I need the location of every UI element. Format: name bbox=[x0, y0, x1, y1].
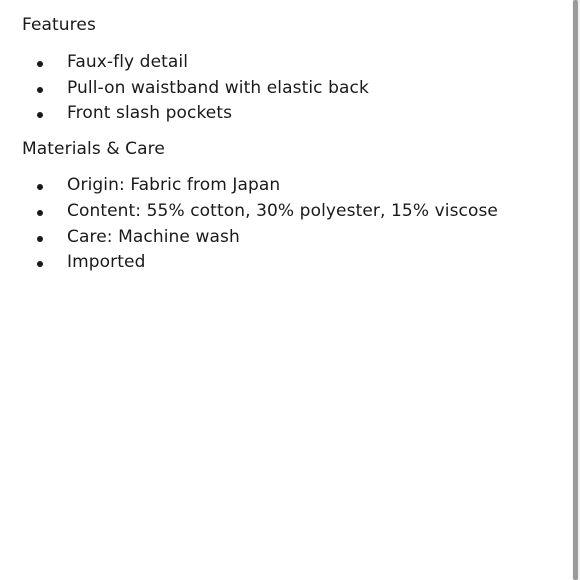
bullet-icon bbox=[37, 61, 43, 67]
features-heading: Features bbox=[22, 15, 96, 35]
materials-list-item bbox=[22, 173, 562, 199]
materials-care-list bbox=[22, 173, 562, 276]
materials-list-item bbox=[22, 225, 562, 251]
bullet-icon bbox=[37, 261, 43, 267]
product-details bbox=[22, 12, 562, 276]
materials-item-label: Origin: Fabric from Japan bbox=[67, 175, 281, 196]
scrollbar-thumb[interactable] bbox=[573, 0, 578, 580]
features-list bbox=[22, 50, 562, 127]
features-item-label: Faux-fly detail bbox=[67, 52, 189, 72]
features-item-label: Pull-on waistband with elastic back bbox=[67, 77, 369, 98]
materials-list-item bbox=[22, 199, 562, 225]
materials-care-heading: Materials & Care bbox=[22, 139, 165, 160]
bullet-icon bbox=[37, 112, 43, 118]
materials-list-item bbox=[22, 250, 562, 276]
materials-item-label: Content: 55% cotton, 30% polyester, 15% viscose bbox=[67, 200, 498, 221]
vertical-scrollbar[interactable] bbox=[572, 0, 580, 580]
bullet-icon bbox=[37, 184, 43, 190]
bullet-icon bbox=[37, 87, 43, 93]
features-item-label: Front slash pockets bbox=[67, 103, 233, 124]
features-list-item bbox=[22, 101, 562, 127]
features-list-item bbox=[22, 50, 562, 76]
bullet-icon bbox=[37, 210, 43, 216]
materials-item-label: Imported bbox=[67, 252, 146, 273]
materials-item-label: Care: Machine wash bbox=[67, 226, 240, 247]
features-list-item bbox=[22, 76, 562, 102]
bullet-icon bbox=[37, 236, 43, 242]
